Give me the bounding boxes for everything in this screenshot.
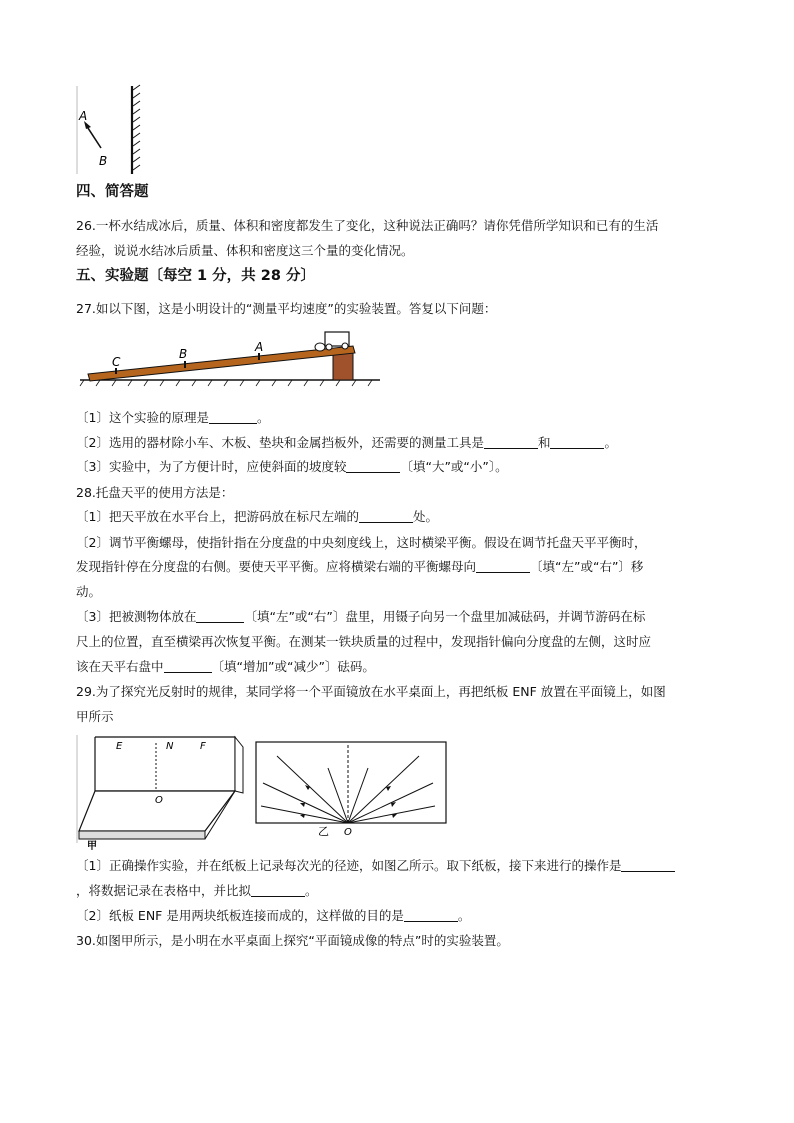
point-a-label: A: [255, 340, 264, 354]
answer-blank[interactable]: [484, 436, 538, 449]
q28-sub-3-line-1: 〔3〕把被测物体放在 〔填“左”或“右”〕盘里，用镊子向另一个盘里加减砝码，并调节游码在标: [76, 609, 646, 624]
section-5-title: 五、实验题〔每空 1 分，共 28 分〕: [76, 268, 315, 284]
answer-blank[interactable]: [346, 460, 400, 473]
q28-sub-3-line-3: 该在天平右盘中 〔填“增加”或“减少”〕砝码。: [76, 659, 375, 674]
q29-line-2: 甲所示: [76, 709, 114, 724]
figure-yi-rays: [255, 741, 448, 837]
point-a-label: A: [79, 109, 88, 123]
incline-cart-figure: [78, 328, 384, 398]
answer-blank[interactable]: [476, 560, 530, 573]
answer-blank[interactable]: [196, 610, 244, 623]
q29-sub-2: 〔2〕纸板 ENF 是用两块纸板连接而成的，这样做的目的是 。: [76, 908, 471, 923]
point-c-label: C: [112, 355, 121, 369]
q27-sub-3: 〔3〕实验中，为了方便计时，应使斜面的坡度较 〔填“大”或“小”〕。: [76, 459, 508, 474]
answer-blank[interactable]: [550, 436, 604, 449]
answer-blank[interactable]: [251, 884, 305, 897]
q28-stem: 28.托盘天平的使用方法是：: [76, 485, 234, 500]
q27-stem: 27.如以下图，这是小明设计的“测量平均速度”的实验装置。答复以下问题：: [76, 301, 497, 316]
q28-sub-1: 〔1〕把天平放在水平台上，把游码放在标尺左端的 处。: [76, 509, 438, 524]
mirror-ray-figure: [74, 82, 154, 178]
q27-sub-1: 〔1〕这个实验的原理是 。: [76, 410, 270, 425]
label-o: O: [344, 827, 352, 837]
label-e: E: [116, 741, 123, 752]
point-b-label: B: [179, 347, 188, 361]
answer-blank[interactable]: [359, 510, 413, 523]
q29-sub-1-line-1: 〔1〕正确操作实验，并在纸板上记录每次光的径迹，如图乙所示。取下纸板，接下来进行的操作是: [76, 858, 675, 874]
label-o: O: [155, 795, 163, 806]
q28-sub-3-line-2: 尺上的位置，直至横梁再次恢复平衡。在测某一铁块质量的过程中，发现指针偏向分度盘的左侧，这时应: [76, 634, 652, 649]
q28-sub-2-line-2: 发现指针停在分度盘的右侧。要使天平平衡。应将横梁右端的平衡螺母向 〔填“左”或“右”〕移: [76, 559, 644, 574]
label-f: F: [200, 741, 206, 752]
answer-blank[interactable]: [404, 909, 458, 922]
q26-line-1: 26.一杯水结成冰后，质量、体积和密度都发生了变化，这种说法正确吗？请你凭借所学知识和已有的生活: [76, 218, 659, 233]
figure-yi-caption: 乙: [318, 825, 329, 837]
q29-line-1: 29.为了探究光反射时的规律，某同学将一个平面镜放在水平桌面上，再把纸板 ENF 放置在平面镜上，如图: [76, 684, 666, 699]
q26-line-2: 经验，说说水结冰后质量、体积和密度这三个量的变化情况。: [76, 243, 414, 258]
figure-jia-caption: 甲: [87, 841, 97, 851]
answer-blank[interactable]: [164, 660, 212, 673]
answer-blank[interactable]: [209, 411, 257, 424]
q28-sub-2-line-1: 〔2〕调节平衡螺母，使指针指在分度盘的中央刻度线上，这时横梁平衡。假设在调节托盘天平平衡时，: [76, 535, 647, 550]
section-4-title: 四、简答题: [76, 184, 149, 200]
q29-sub-1-line-2: ，将数据记录在表格中，并比拟 。: [76, 883, 318, 898]
point-b-label: B: [99, 154, 108, 168]
q27-sub-2: 〔2〕选用的器材除小车、木板、垫块和金属挡板外，还需要的测量工具是 和 。: [76, 435, 617, 450]
q30-stem: 30.如图甲所示，是小明在水平桌面上探究“平面镜成像的特点”时的实验装置。: [76, 933, 509, 948]
q28-sub-2-line-3: 动。: [76, 584, 102, 599]
label-n: N: [166, 741, 174, 752]
figure-jia-board: [75, 733, 250, 851]
answer-blank[interactable]: [621, 859, 675, 872]
